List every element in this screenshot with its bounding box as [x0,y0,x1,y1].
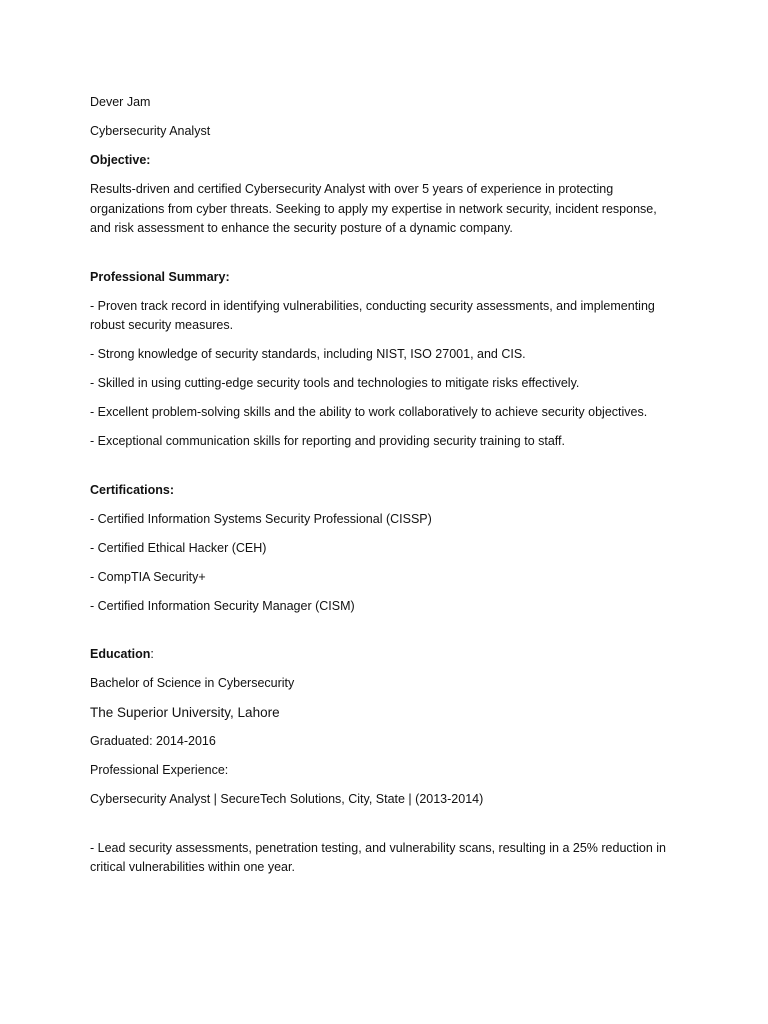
candidate-title: Cybersecurity Analyst [90,124,211,138]
summary-item: - Exceptional communication skills for reporting and providing security training to staff. [90,434,565,448]
objective-text: Results-driven and certified Cybersecurity Analyst with over 5 years of experience in protecting organizations from cyber threats. Seeking to apply my expertise in network security, incident response, and risk assessment to enhance the security posture of a dynamic company. [90,182,657,235]
experience-item: - Lead security assessments, penetration testing, and vulnerability scans, resulting in a 25% reduction in critical vulnerabilities within one year. [90,840,667,874]
section-spacer [90,461,680,481]
candidate-name: Dever Jam [90,95,151,109]
certification-item: - Certified Ethical Hacker (CEH) [90,540,267,555]
experience-heading: Professional Experience: [90,763,229,777]
education-heading: Education [90,647,151,661]
section-spacer [90,248,680,268]
summary-item: - Skilled in using cutting-edge security tools and technologies to mitigate risks effectively. [90,376,580,390]
section-spacer [90,819,680,839]
education-heading-colon: : [150,647,154,661]
education-degree: Bachelor of Science in Cybersecurity [90,676,295,690]
certification-item: - Certified Information Security Manager (CISM) [90,598,355,613]
resume-content [90,93,680,887]
education-heading-line [90,645,680,665]
summary-item: - Excellent problem-solving skills and the ability to work collaboratively to achieve security objectives. [90,405,648,419]
summary-heading: Professional Summary: [90,269,230,284]
education-university: The Superior University, Lahore [90,705,280,720]
certification-item: - Certified Information Systems Security Professional (CISSP) [90,511,432,526]
summary-item: - Strong knowledge of security standards, including NIST, ISO 27001, and CIS. [90,347,526,361]
objective-heading: Objective: [90,153,151,167]
experience-role-line: Cybersecurity Analyst | SecureTech Solutions, City, State | (2013-2014) [90,792,484,806]
certification-item: - CompTIA Security+ [90,569,206,584]
education-graduated: Graduated: 2014-2016 [90,734,216,748]
section-spacer [90,626,680,646]
summary-item: - Proven track record in identifying vulnerabilities, conducting security assessments, and implementing robust security measures. [90,298,655,332]
certifications-heading: Certifications: [90,482,175,497]
